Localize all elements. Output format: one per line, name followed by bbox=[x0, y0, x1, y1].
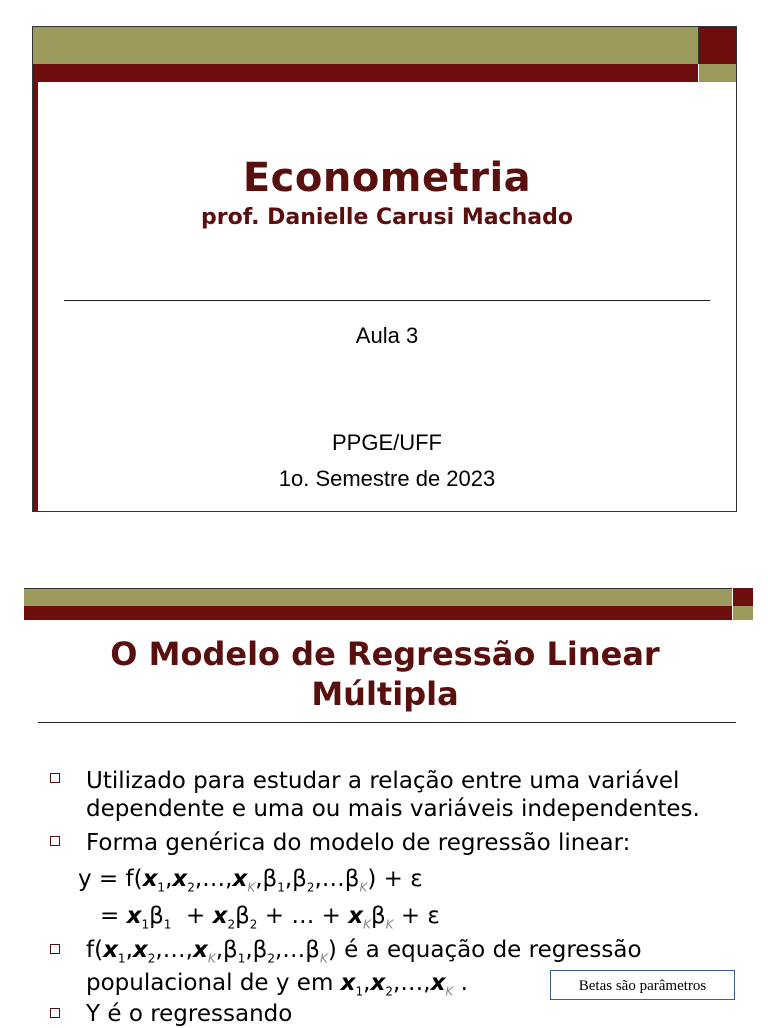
slide-1-subtitle: prof. Danielle Carusi Machado bbox=[201, 205, 573, 230]
slide-2-corner-olive-square bbox=[733, 606, 753, 620]
bullet-2-text: Forma genérica do modelo de regressão linear: bbox=[86, 830, 631, 856]
slide-1-title: Econometria bbox=[242, 155, 532, 201]
slide-1-semester: 1o. Semestre de 2023 bbox=[278, 466, 496, 491]
bullet-1-text bbox=[86, 767, 700, 823]
regression-formula-line-2: = $x_1\beta_1 + x_2\beta_2$ + … + $x_K\beta_K + \varepsilon$ bbox=[100, 903, 440, 932]
slide-1-institution: PPGE/UFF bbox=[331, 430, 442, 455]
bullet-3-line-2-prefix: populacional de y em bbox=[86, 970, 341, 996]
slide-1-header-olive-bar bbox=[33, 27, 699, 64]
slide-1-lesson: Aula 3 bbox=[355, 323, 419, 348]
slide-1-left-accent-bar bbox=[33, 82, 38, 511]
bullet-3-line-1: $f(x_1,x_2,\dots,x_K,\beta_1,\beta_2,\dots\beta_K)$ é a equação de regressão bbox=[86, 937, 642, 966]
square-bullet-icon bbox=[50, 944, 60, 954]
regression-formula-line-1: $y = f(x_1,x_2,\dots,x_K,\beta_1,\beta_2,\dots\beta_K) + \varepsilon$ bbox=[78, 866, 423, 895]
slide-1-corner-olive-square bbox=[699, 64, 736, 82]
slide-2-title-line-1: O Modelo de Regressão Linear bbox=[110, 635, 660, 673]
slide-1-divider bbox=[64, 300, 710, 301]
slide-1-corner-dark-square bbox=[699, 27, 736, 64]
slide-2-title bbox=[60, 634, 710, 714]
slide-2-title-line-2: Múltipla bbox=[311, 675, 459, 713]
bullet-1-line-1: Utilizado para estudar a relação entre uma variável bbox=[86, 768, 680, 794]
slide-1-header-red-bar bbox=[33, 64, 698, 82]
square-bullet-icon bbox=[50, 1008, 60, 1018]
slide-2-divider bbox=[38, 722, 736, 723]
bullet-1-line-2: dependente e uma ou mais variáveis independentes. bbox=[86, 796, 700, 822]
bullet-3-line-2: populacional de y em $x_1,x_2,\dots,x_K$ . bbox=[86, 970, 468, 999]
slide-2-header-olive-bar bbox=[24, 588, 732, 606]
bullet-3-suffix: é a equação de regressão bbox=[336, 937, 642, 963]
slide-2-header-red-bar bbox=[24, 606, 732, 620]
bullet-4-text: Y é o regressando bbox=[86, 1001, 293, 1027]
square-bullet-icon bbox=[50, 836, 60, 846]
slide-2-corner-dark-square bbox=[733, 588, 753, 606]
square-bullet-icon bbox=[50, 773, 60, 783]
betas-note-box: Betas são parâmetros bbox=[550, 970, 735, 1000]
